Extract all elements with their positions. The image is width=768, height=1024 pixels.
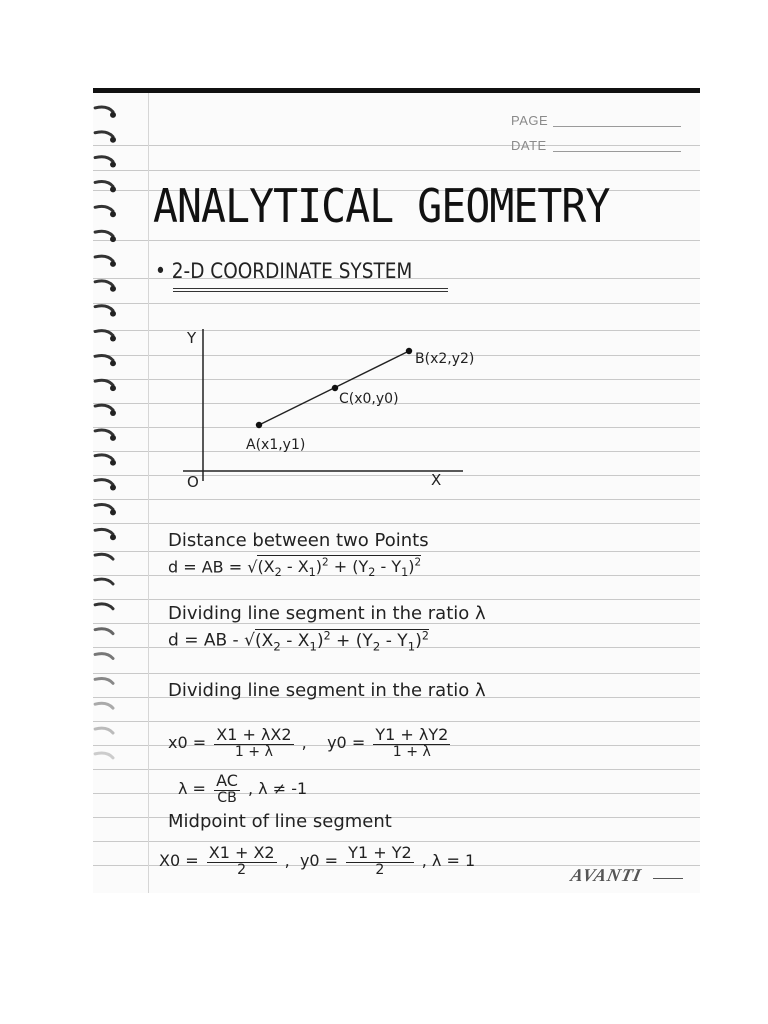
point-c-label: C(x0,y0) <box>339 391 399 407</box>
dividing-heading-1: Dividing line segment in the ratio λ <box>168 603 486 624</box>
spiral-binding <box>93 93 133 893</box>
lambda-formula: λ = $\frac{AC}{CB}$ , λ ≠ -1 <box>178 771 308 806</box>
distance-heading: Distance between two Points <box>168 530 429 551</box>
section-formula: x0 = $\frac{X1 + \lambda X2}{1 + \lambda}$ , y0 = $\frac{Y1 + \lambda Y2}{1 + \lambda}$ <box>168 725 449 760</box>
date-label: DATE <box>511 138 547 153</box>
coordinate-graph <box>173 321 493 501</box>
notebook-page <box>93 88 700 893</box>
dividing-heading-2: Dividing line segment in the ratio λ <box>168 680 486 701</box>
point-a-label: A(x1,y1) <box>246 437 306 453</box>
point-b-label: B(x2,y2) <box>415 351 475 367</box>
midpoint-heading: Midpoint of line segment <box>168 811 392 832</box>
brand-logo: AVANTI <box>568 865 644 885</box>
dividing-formula: d = AB - $√(X_2 - X_1)^2 + (Y_2 - Y_1)^2$ <box>168 629 429 654</box>
point-c <box>332 385 338 391</box>
point-b <box>406 348 412 354</box>
distance-formula: d = AB = $√(X_2 - X_1)^2 + (Y_2 - Y_1)^2$ <box>168 557 422 580</box>
y-axis-label: Y <box>187 329 197 347</box>
midpoint-formula: X0 = $\frac{X1 + X2}{2}$ , y0 = $\frac{Y1 + Y2}{2}$ , λ = 1 <box>159 843 476 878</box>
point-a <box>256 422 262 428</box>
origin-label: O <box>187 473 199 491</box>
section-subtitle: • 2-D COORDINATE SYSTEM <box>155 259 413 283</box>
page-label: PAGE <box>511 113 549 128</box>
x-axis-label: X <box>431 471 442 489</box>
page-title: ANALYTICAL GEOMETRY <box>153 179 610 233</box>
